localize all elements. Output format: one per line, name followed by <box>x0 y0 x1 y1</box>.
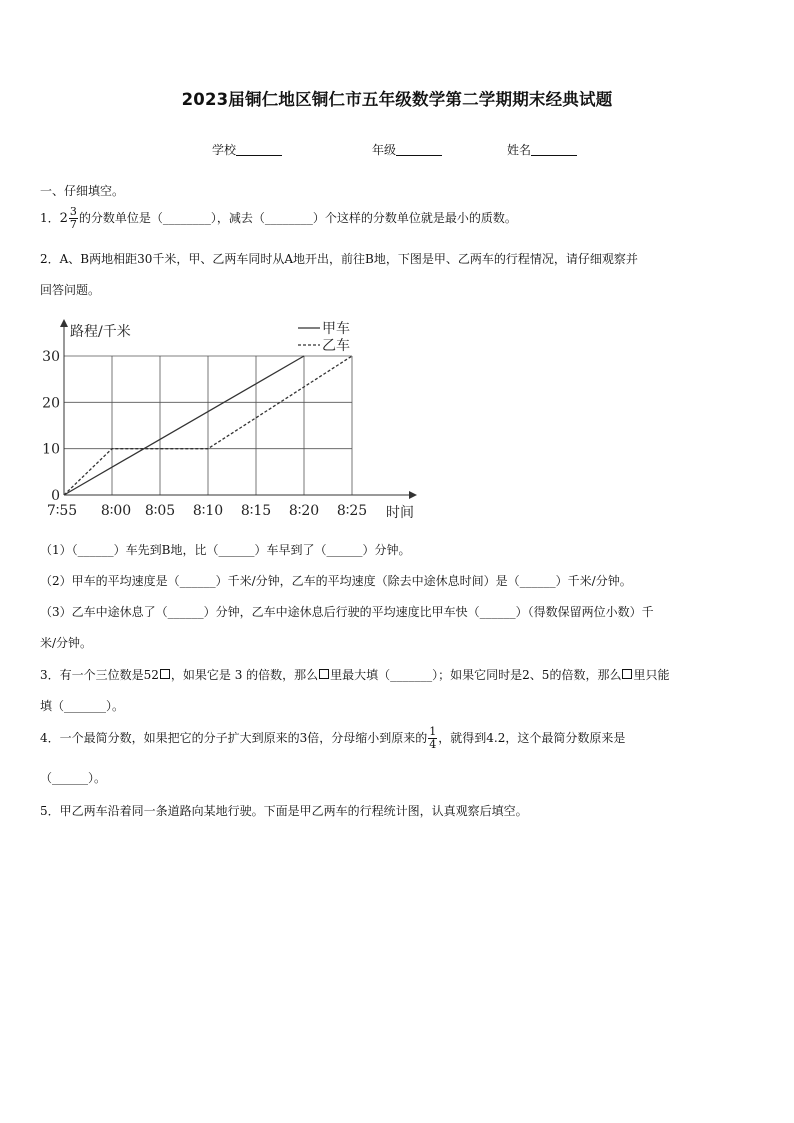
q4-fraction <box>428 726 437 751</box>
x-tick-labels <box>47 503 367 519</box>
question-2-line2: 回答问题。 <box>40 283 101 297</box>
x-tick-label: 8∶20 <box>288 503 320 519</box>
question-2-sub1: （1）（______）车先到B地，比（______）车早到了（______）分钟。 <box>40 543 411 557</box>
blank-box-icon <box>622 669 632 679</box>
grade-blank[interactable] <box>396 143 442 156</box>
q3-part3: 里最大填（_______）；如果它同时是2、5的倍数，那么 <box>330 668 622 682</box>
x-tick-label: 8∶00 <box>100 503 132 519</box>
legend-label-yi: 乙车 <box>322 338 350 354</box>
question-4-line1 <box>40 726 625 751</box>
name-field <box>507 141 577 158</box>
x-tick-label: 8∶25 <box>336 503 368 519</box>
section-heading: 一、仔细填空。 <box>40 184 125 198</box>
legend-label-jia: 甲车 <box>322 321 350 337</box>
grade-field <box>372 141 442 158</box>
y-tick-label: 10 <box>42 441 60 458</box>
q1-whole: 2 <box>59 211 68 226</box>
q4-frac-den: 4 <box>429 738 437 751</box>
name-blank[interactable] <box>531 143 577 156</box>
y-tick-labels <box>42 349 60 504</box>
q1-frac-num: 3 <box>69 205 77 218</box>
y-tick-label: 0 <box>51 488 60 504</box>
q3-part1: 3．有一个三位数是52 <box>40 668 159 682</box>
question-4-line2: （______）。 <box>40 771 107 785</box>
q4-part2: ，就得到4.2，这个最简分数原来是 <box>438 731 626 745</box>
x-tick-label: 8∶10 <box>192 503 224 519</box>
q4-frac-num: 1 <box>429 725 437 738</box>
question-2-sub3-line1: （3）乙车中途休息了（______）分钟，乙车中途休息后行驶的平均速度比甲车快（______）（得数保留两位小数）千 <box>40 605 654 619</box>
blank-box-icon <box>160 669 170 679</box>
x-axis-label: 时间 <box>386 505 414 521</box>
chart-legend <box>298 321 350 354</box>
x-tick-label: 8∶15 <box>240 503 272 519</box>
q1-number: 1． <box>40 211 60 225</box>
q3-part4: 里只能 <box>633 668 670 682</box>
question-2-sub2: （2）甲车的平均速度是（______）千米/分钟，乙车的平均速度（除去中途休息时间）是（______）千米/分钟。 <box>40 574 632 588</box>
y-tick-label: 30 <box>42 349 60 365</box>
question-2-sub3-line2: 米/分钟。 <box>40 636 93 650</box>
grade-label: 年级 <box>372 143 397 157</box>
school-blank[interactable] <box>236 143 282 156</box>
question-3-line1 <box>40 666 669 683</box>
q1-text: 的分数单位是（________），减去（________）个这样的分数单位就是最小的质数。 <box>78 211 517 225</box>
blank-box-icon <box>319 669 329 679</box>
y-axis-label: 路程/千米 <box>70 324 131 340</box>
question-1 <box>40 206 517 231</box>
question-2-line1: 2．A、B两地相距30千米，甲、乙两车同时从A地开出，前往B地，下图是甲、乙两车的行程情况，请仔细观察并 <box>40 252 638 266</box>
page-title: 2023届铜仁地区铜仁市五年级数学第二学期期末经典试题 <box>181 90 613 109</box>
y-tick-label: 20 <box>42 395 60 412</box>
x-tick-label: 7∶55 <box>46 503 78 519</box>
q1-frac-den: 7 <box>69 218 77 231</box>
question-3-line2: 填（_______）。 <box>40 699 125 713</box>
name-label: 姓名 <box>507 143 532 157</box>
chart-grid <box>64 356 352 495</box>
school-field <box>212 141 282 158</box>
distance-time-chart <box>28 312 428 524</box>
question-5: 5．甲乙两车沿着同一条道路向某地行驶。下面是甲乙两车的行程统计图，认真观察后填空。 <box>40 804 528 818</box>
school-label: 学校 <box>212 143 237 157</box>
q4-part1: 4．一个最简分数，如果把它的分子扩大到原来的3倍，分母缩小到原来的 <box>40 731 428 745</box>
x-tick-label: 8∶05 <box>144 503 176 519</box>
q1-fraction <box>69 206 78 231</box>
series-line-jia <box>64 356 304 495</box>
q3-part2: ，如果它是 3 的倍数，那么 <box>170 668 319 682</box>
